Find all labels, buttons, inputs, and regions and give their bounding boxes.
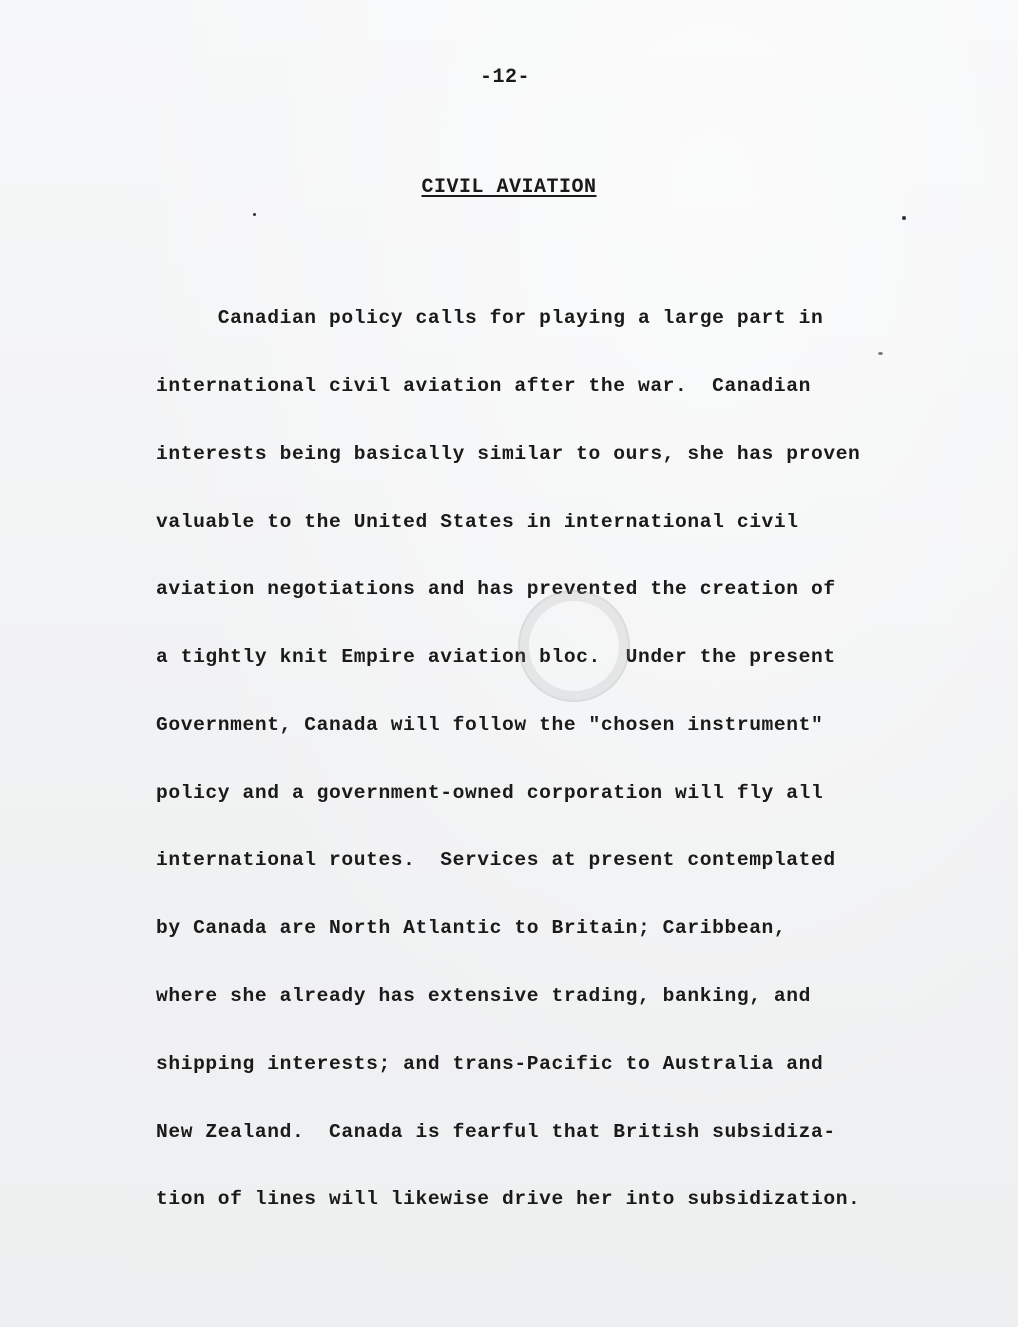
paragraph-line: New Zealand. Canada is fearful that British subsidiza- <box>156 1120 836 1143</box>
paragraph-line: a tightly knit Empire aviation bloc. Under the present <box>156 646 836 669</box>
paragraph-line: tion of lines will likewise drive her into subsidization. <box>156 1188 861 1211</box>
paragraph-line: Government, Canada will follow the "chosen instrument" <box>156 713 824 736</box>
section-heading <box>0 176 1018 199</box>
ink-speck <box>253 213 256 216</box>
ink-speck <box>902 216 906 220</box>
page-number: -12- <box>479 66 530 89</box>
paragraph-line: Canadian policy calls for playing a large part in <box>156 307 824 330</box>
body-paragraph <box>156 262 896 1256</box>
paragraph-line: aviation negotiations and has prevented the creation of <box>156 578 836 601</box>
faded-archive-stamp <box>518 590 630 702</box>
paragraph-line: shipping interests; and trans-Pacific to Australia and <box>156 1052 824 1075</box>
paragraph-line: interests being basically similar to ours, she has proven <box>156 442 861 465</box>
paragraph-line: policy and a government-owned corporation will fly all <box>156 781 824 804</box>
paragraph-line: international civil aviation after the war. Canadian <box>156 374 811 397</box>
section-heading-text: CIVIL AVIATION <box>421 176 597 199</box>
paragraph-line: where she already has extensive trading, banking, and <box>156 985 811 1007</box>
paragraph-line: valuable to the United States in international civil <box>156 510 799 533</box>
paragraph-line: international routes. Services at present contemplated <box>156 849 836 872</box>
ink-speck <box>878 352 883 355</box>
paragraph-line: by Canada are North Atlantic to Britain; Caribbean, <box>156 917 787 940</box>
